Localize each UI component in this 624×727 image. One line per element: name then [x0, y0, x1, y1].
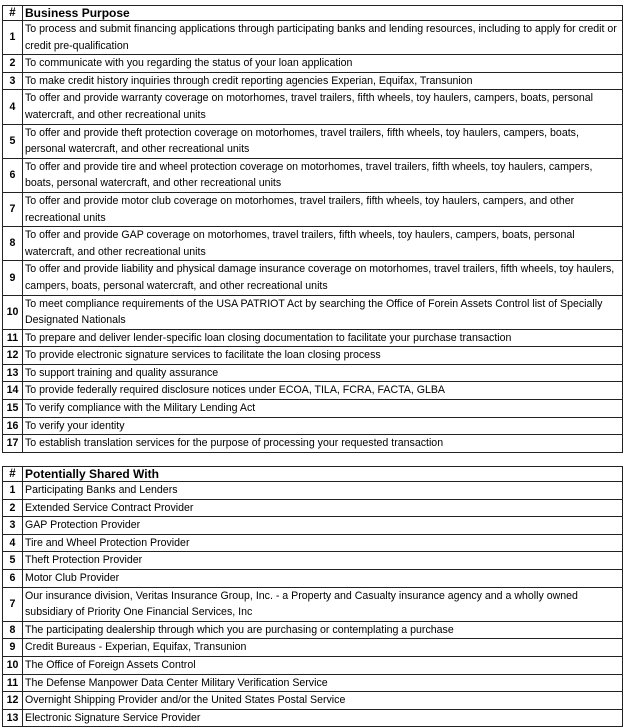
table-row — [3, 534, 623, 552]
table-row — [3, 552, 623, 570]
row-text: To prepare and deliver lender-specific loan closing documentation to facilitate your purchase transaction — [23, 329, 623, 347]
row-number: 5 — [3, 124, 23, 158]
table-row — [3, 569, 623, 587]
row-number: 5 — [3, 552, 23, 570]
row-text: Overnight Shipping Provider and/or the United States Postal Service — [23, 692, 623, 710]
table-row — [3, 347, 623, 365]
row-text: To offer and provide warranty coverage on motorhomes, travel trailers, fifth wheels, toy haulers, campers, boats, personal watercraft, and other recreational units — [23, 90, 623, 124]
row-number: 9 — [3, 639, 23, 657]
row-text: To provide federally required disclosure notices under ECOA, TILA, FCRA, FACTA, GLBA — [23, 382, 623, 400]
row-number: 14 — [3, 382, 23, 400]
potentially-shared-with-table — [2, 466, 623, 727]
row-number: 9 — [3, 261, 23, 295]
table-row — [3, 709, 623, 727]
row-number: 6 — [3, 158, 23, 192]
row-text: The Office of Foreign Assets Control — [23, 656, 623, 674]
row-text: Theft Protection Provider — [23, 552, 623, 570]
row-number: 4 — [3, 90, 23, 124]
row-text: Electronic Signature Service Provider — [23, 709, 623, 727]
table-row — [3, 72, 623, 90]
table-row — [3, 482, 623, 500]
row-number: 11 — [3, 329, 23, 347]
row-number: 15 — [3, 400, 23, 418]
row-text: Our insurance division, Veritas Insurance Group, Inc. - a Property and Casualty insurance agency and a wholly owned subsidiary of Priority One Financial Services, Inc — [23, 587, 623, 621]
row-text: To meet compliance requirements of the USA PATRIOT Act by searching the Office of Forein Assets Control list of Specially Designated Nationals — [23, 295, 623, 329]
table-row — [3, 90, 623, 124]
table-row — [3, 435, 623, 453]
row-text: Tire and Wheel Protection Provider — [23, 534, 623, 552]
row-text: To process and submit financing applications through participating banks and lending resources, including to apply for credit or credit pre-qualification — [23, 21, 623, 55]
business-purpose-table — [2, 5, 623, 453]
row-text: To make credit history inquiries through credit reporting agencies Experian, Equifax, Transunion — [23, 72, 623, 90]
table-row — [3, 639, 623, 657]
row-number: 12 — [3, 692, 23, 710]
row-number: 11 — [3, 674, 23, 692]
row-number: 7 — [3, 192, 23, 226]
header-business-purpose: Business Purpose — [23, 6, 623, 21]
row-number: 13 — [3, 364, 23, 382]
row-number: 10 — [3, 295, 23, 329]
table-row — [3, 400, 623, 418]
table-row — [3, 382, 623, 400]
header-number: # — [3, 467, 23, 482]
row-text: Motor Club Provider — [23, 569, 623, 587]
row-text: GAP Protection Provider — [23, 517, 623, 535]
table-row — [3, 261, 623, 295]
row-number: 8 — [3, 227, 23, 261]
table-row — [3, 55, 623, 73]
row-number: 13 — [3, 709, 23, 727]
table-row — [3, 417, 623, 435]
row-text: To offer and provide tire and wheel protection coverage on motorhomes, travel trailers, fifth wheels, toy haulers, campers, boats, personal watercraft, and other recreational units — [23, 158, 623, 192]
table-header-row — [3, 6, 623, 21]
row-text: To support training and quality assurance — [23, 364, 623, 382]
header-potentially-shared-with: Potentially Shared With — [23, 467, 623, 482]
row-number: 12 — [3, 347, 23, 365]
row-number: 3 — [3, 72, 23, 90]
table-row — [3, 227, 623, 261]
row-text: Participating Banks and Lenders — [23, 482, 623, 500]
table-row — [3, 499, 623, 517]
row-number: 1 — [3, 482, 23, 500]
row-text: To offer and provide liability and physical damage insurance coverage on motorhomes, travel trailers, fifth wheels, toy haulers, campers, boats, personal watercraft, and other recreational units — [23, 261, 623, 295]
table-row — [3, 124, 623, 158]
row-number: 8 — [3, 621, 23, 639]
row-text: To establish translation services for the purpose of processing your requested transaction — [23, 435, 623, 453]
table-header-row — [3, 467, 623, 482]
row-text: To communicate with you regarding the status of your loan application — [23, 55, 623, 73]
table-row — [3, 364, 623, 382]
row-number: 17 — [3, 435, 23, 453]
row-number: 2 — [3, 55, 23, 73]
table-row — [3, 295, 623, 329]
row-text: To provide electronic signature services to facilitate the loan closing process — [23, 347, 623, 365]
row-text: Credit Bureaus - Experian, Equifax, Transunion — [23, 639, 623, 657]
table-row — [3, 692, 623, 710]
row-number: 4 — [3, 534, 23, 552]
row-text: To verify compliance with the Military Lending Act — [23, 400, 623, 418]
table-row — [3, 587, 623, 621]
table-row — [3, 621, 623, 639]
row-number: 6 — [3, 569, 23, 587]
table-row — [3, 674, 623, 692]
row-number: 7 — [3, 587, 23, 621]
row-text: To offer and provide theft protection coverage on motorhomes, travel trailers, fifth wheels, toy haulers, campers, boats, personal watercraft, and other recreational units — [23, 124, 623, 158]
row-number: 3 — [3, 517, 23, 535]
row-number: 2 — [3, 499, 23, 517]
table-row — [3, 21, 623, 55]
row-text: The participating dealership through which you are purchasing or contemplating a purchase — [23, 621, 623, 639]
table-row — [3, 517, 623, 535]
row-text: To offer and provide GAP coverage on motorhomes, travel trailers, fifth wheels, toy haulers, campers, boats, personal watercraft, and other recreational units — [23, 227, 623, 261]
table-row — [3, 329, 623, 347]
header-number: # — [3, 6, 23, 21]
row-text: To verify your identity — [23, 417, 623, 435]
table-row — [3, 192, 623, 226]
row-text: Extended Service Contract Provider — [23, 499, 623, 517]
table-row — [3, 158, 623, 192]
row-number: 16 — [3, 417, 23, 435]
row-text: The Defense Manpower Data Center Military Verification Service — [23, 674, 623, 692]
row-text: To offer and provide motor club coverage on motorhomes, travel trailers, fifth wheels, toy haulers, campers, and other recreational units — [23, 192, 623, 226]
row-number: 1 — [3, 21, 23, 55]
row-number: 10 — [3, 656, 23, 674]
table-row — [3, 656, 623, 674]
